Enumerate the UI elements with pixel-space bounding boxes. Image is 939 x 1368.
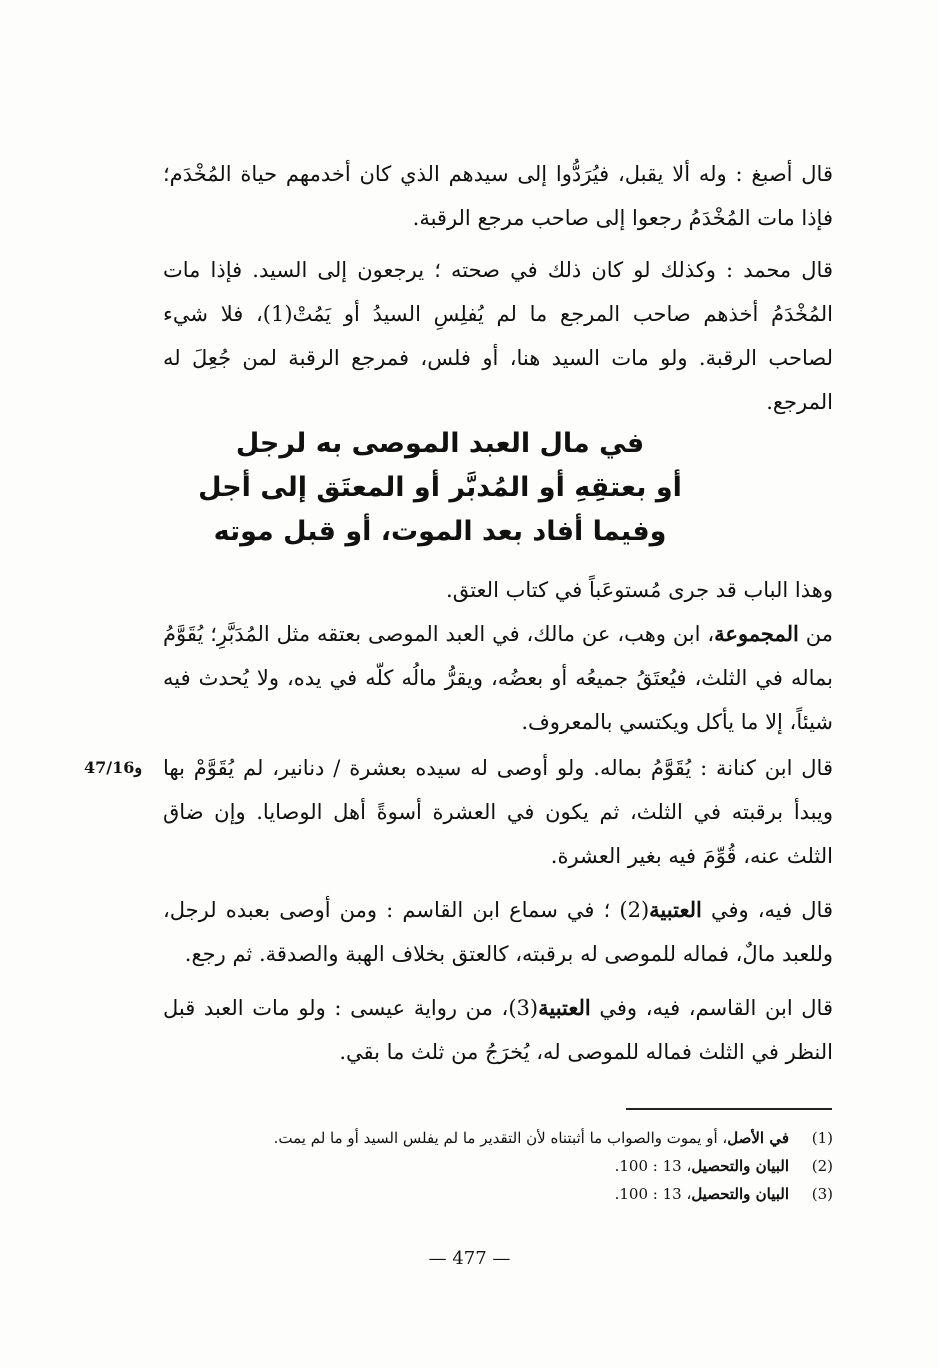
footnote-source: البيان والتحصيل <box>691 1185 789 1203</box>
footnote-number: (1) <box>811 1129 833 1147</box>
section-heading <box>160 422 720 554</box>
paragraph-utbiyya-2 <box>163 986 833 1074</box>
paragraph-ibn-kinana: قال ابن كنانة : يُقَوَّمُ بماله. ولو أوصى له سيده بعشرة / دنانير، لم يُقَوَّمْ بها ويبدأ برقبته في الثلث، ثم يكون في العشرة أسوةً أهل الوصايا. وإن ضاق الثلث عنه، قُوِّمَ فيه بغير العشرة. <box>163 756 833 868</box>
footnote-number: (3) <box>811 1185 833 1203</box>
paragraph-asbagh: قال أصبغ : وله ألا يقبل، فيُرَدُّوا إلى سيدهم الذي كان أخدمهم حياة المُخْدَم؛ فإذا مات المُخْدَمُ رجعوا إلى صاحب مرجع الرقبة. <box>163 162 833 230</box>
footnote-item <box>193 1124 833 1152</box>
footnote-item <box>193 1152 833 1180</box>
footnote-detail: ، 13 : 100. <box>614 1185 692 1203</box>
text-fragment: (3)، من رواية عيسى : ولو مات العبد قبل النظر في الثلث فماله للموصى له، يُخرَجُ من ثلث ما بقي. <box>163 996 833 1064</box>
paragraph-utbiyya-1 <box>163 888 833 976</box>
heading-line-2: أو بعتقِهِ أو المُدبَّر أو المعتَق إلى أجل <box>198 472 682 503</box>
text-fragment: (2) ؛ في سماع ابن القاسم : ومن أوصى بعبده لرجل، وللعبد مالٌ، فماله للموصى له برقبته، كالعتق بخلاف الهبة والصدقة. ثم رجع. <box>163 898 833 966</box>
footnote-source: في الأصل <box>727 1129 789 1147</box>
footnote-item <box>193 1180 833 1208</box>
text-fragment: من <box>798 622 833 646</box>
footnote-divider <box>626 1108 832 1110</box>
text-fragment: ، ابن وهب، عن مالك، في العبد الموصى بعتقه مثل المُدَبَّرِ؛ يُقَوَّمُ بماله في الثلث، فيُعتَقُ جميعُه أو بعضُه، ويقرُّ مالُه كلّه في يده، ولا يُحدث فيه شيئاً، إلا ما يأكل ويكتسي بالمعروف. <box>163 622 833 734</box>
heading-line-3: وفيما أفاد بعد الموت، أو قبل موته <box>213 516 667 547</box>
footnote-detail: ، أو يموت والصواب ما أثبتناه لأن التقدير ما لم يفلس السيد أو ما لم يمت. <box>273 1129 728 1147</box>
page-number: — 477 — <box>428 1248 511 1269</box>
paragraph-chapter-note: وهذا الباب قد جرى مُستوعَباً في كتاب العتق. <box>446 578 833 602</box>
source-title-utbiyya: العتبية <box>649 897 702 922</box>
footnote-text <box>193 1124 789 1152</box>
paragraph-muhammad: قال محمد : وكذلك لو كان ذلك في صحته ؛ يرجعون إلى السيد. فإذا مات المُخْدَمُ أخذهم صاحب المرجع ما لم يُفلِسِ السيدُ أو يَمُتْ(1)، فلا شيء لصاحب الرقبة. ولو مات السيد هنا، أو فلس، فمرجع الرقبة لمن جُعِلَ له المرجع. <box>163 258 833 414</box>
footnote-number: (2) <box>811 1157 833 1175</box>
manuscript-folio-ref: 47/16و <box>84 758 143 777</box>
text-fragment: قال فيه، وفي <box>701 898 833 922</box>
footnote-text <box>193 1152 789 1180</box>
source-title-utbiyya: العتبية <box>538 995 591 1020</box>
source-title-majmuaa: المجموعة <box>714 621 799 646</box>
footnote-source: البيان والتحصيل <box>691 1157 789 1175</box>
paragraph-majmuaa <box>163 612 833 744</box>
text-fragment: قال ابن القاسم، فيه، وفي <box>590 996 833 1020</box>
footnote-detail: ، 13 : 100. <box>614 1157 692 1175</box>
footnote-text <box>193 1180 789 1208</box>
footnotes <box>193 1124 833 1208</box>
heading-line-1: في مال العبد الموصى به لرجل <box>235 428 645 459</box>
